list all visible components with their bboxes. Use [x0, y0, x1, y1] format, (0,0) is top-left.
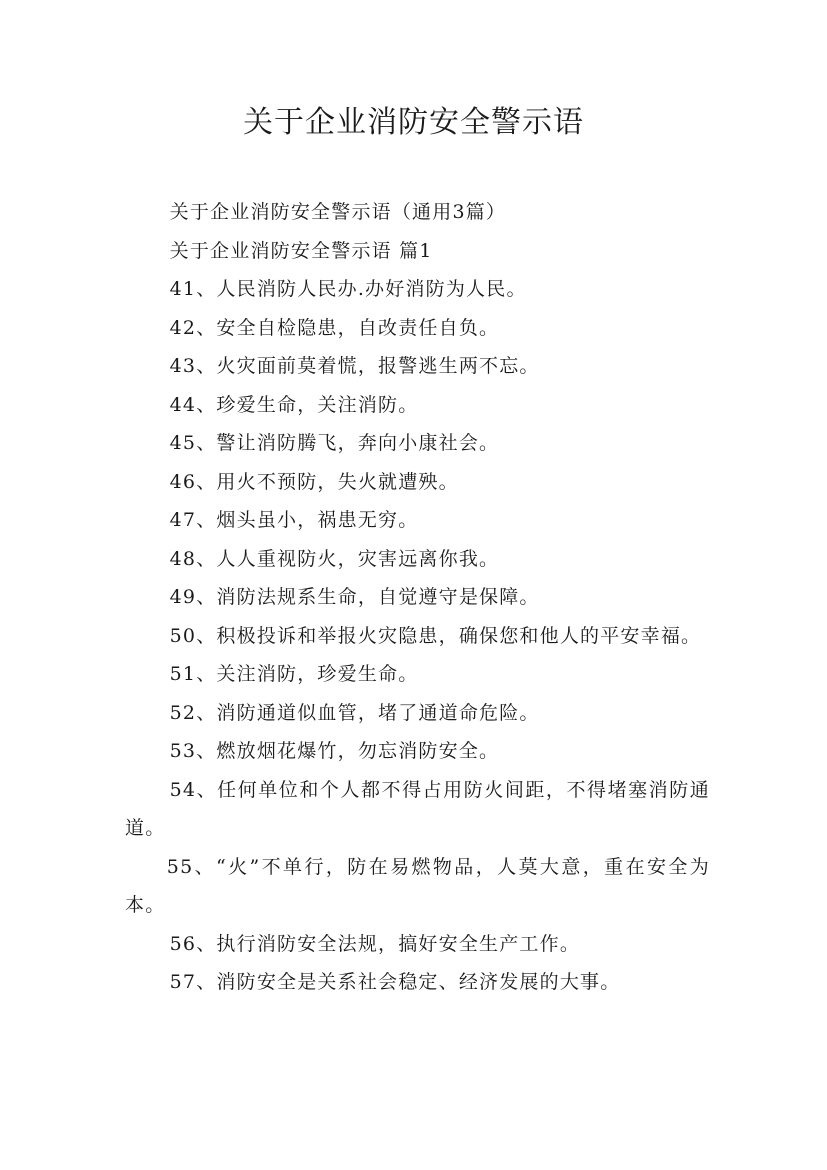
slogan-item: 56、执行消防安全法规，搞好安全生产工作。 [169, 932, 581, 955]
document-body [125, 193, 710, 1002]
slogan-item: 48、人人重视防火，灾害远离你我。 [169, 547, 500, 570]
slogan-item: 42、安全自检隐患，自改责任自负。 [169, 316, 500, 339]
slogan-item: 52、消防通道似血管，堵了通道命危险。 [169, 701, 540, 724]
section-heading: 关于企业消防安全警示语 篇1 [169, 239, 433, 262]
slogan-item: 49、消防法规系生命，自觉遵守是保障。 [169, 586, 540, 608]
document-title: 关于企业消防安全警示语 [243, 105, 584, 140]
slogan-item: 43、火灾面前莫着慌，报警逃生两不忘。 [169, 355, 540, 377]
slogan-item: 51、关注消防，珍爱生命。 [169, 663, 419, 685]
slogan-item: 55、“火”不单行，防在易燃物品，人莫大意，重在安全为本。 [125, 855, 710, 916]
subtitle-paragraph: 关于企业消防安全警示语（通用3篇） [169, 201, 507, 223]
slogan-item: 45、警让消防腾飞，奔向小康社会。 [169, 432, 500, 454]
slogan-item: 54、任何单位和个人都不得占用防火间距，不得堵塞消防通道。 [125, 778, 710, 839]
slogan-item: 53、燃放烟花爆竹，勿忘消防安全。 [169, 740, 500, 762]
slogan-item: 46、用火不预防，失火就遭殃。 [169, 470, 459, 493]
slogan-item: 41、人民消防人民办.办好消防为人民。 [169, 278, 527, 300]
slogan-item: 57、消防安全是关系社会稳定、经济发展的大事。 [169, 971, 621, 993]
slogan-item: 44、珍爱生命，关注消防。 [169, 393, 419, 416]
slogan-item: 50、积极投诉和举报火灾隐患，确保您和他人的平安幸福。 [169, 624, 702, 647]
slogan-item: 47、烟头虽小，祸患无穷。 [169, 509, 419, 531]
